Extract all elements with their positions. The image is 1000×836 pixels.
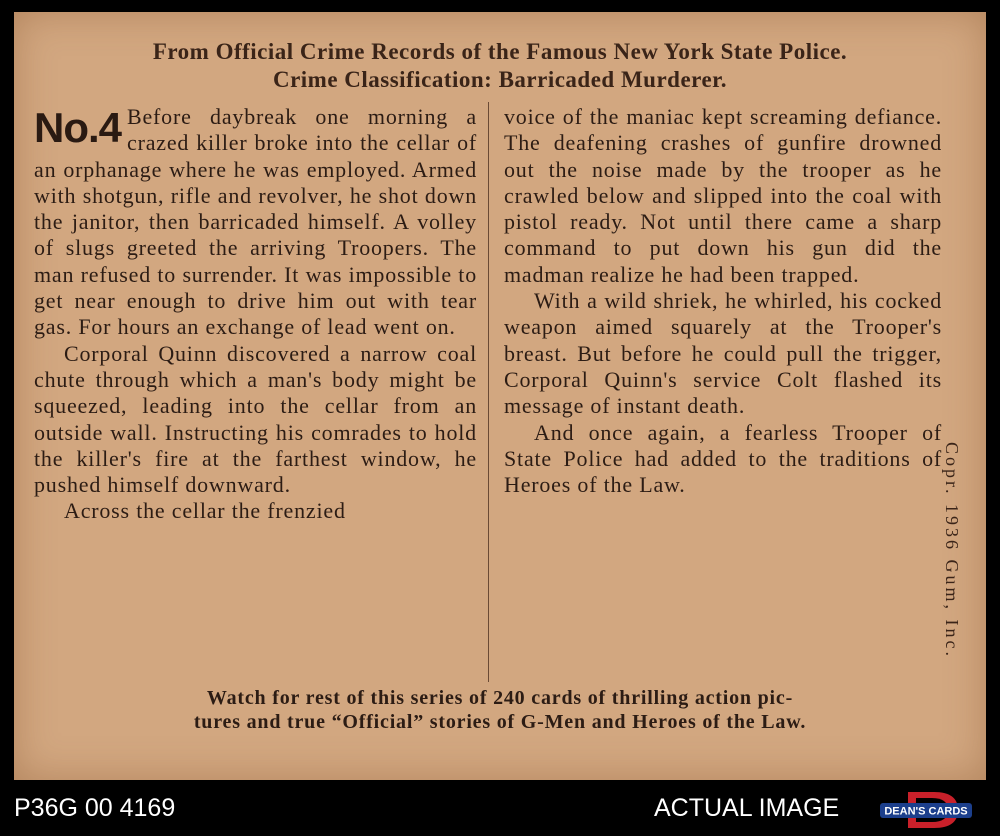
story-paragraph: voice of the maniac kept screaming defiance. The deafening crashes of gunfire drowned out the noise made by the trooper as he crawled below and slipped into the coal with pistol ready. Not until there came a sharp command to put down his gun did the madman realize he had been trapped.: [504, 104, 942, 287]
svg-text:DEAN'S CARDS: DEAN'S CARDS: [884, 805, 968, 818]
left-column: [34, 104, 477, 525]
footer-line-1: Watch for rest of this series of 240 cards of thrilling action pic-: [206, 687, 794, 709]
story-paragraph: Corporal Quinn discovered a narrow coal chute through which a man's body might be squeezed, leading into the cellar from an outside wall. Instructing his comrades to hold the killer's fire at the farthest window, he pushed himself downward.: [34, 340, 477, 498]
story-paragraph: And once again, a fearless Trooper of State Police had added to the traditions of Heroes of the Law.: [504, 419, 942, 498]
footer-line-2: tures and true “Official” stories of G-Men and Heroes of the Law.: [193, 711, 807, 733]
story-paragraph: No.4 Before daybreak one morning a crazed killer broke into the cellar of an orphanage where he was employed. Armed with shotgun, rifle and revolver, he shot down the janitor, then barricaded himself. A volley of slugs greeted the arriving Troopers. The man refused to surrender. It was impossible to get near enough to drive him out with tear gas. For hours an exchange of lead went on.: [34, 104, 477, 340]
header-line-1: From Official Crime Records of the Famous New York State Police.: [152, 39, 848, 64]
copyright-notice: Copr. 1936 Gum, Inc.: [942, 442, 962, 659]
card-number: No.4: [34, 104, 122, 151]
column-divider: [488, 102, 489, 682]
actual-image-label: ACTUAL IMAGE: [654, 794, 840, 822]
header-line-2: Crime Classification: Barricaded Murderer.: [272, 67, 728, 92]
card-back: [14, 12, 986, 780]
sku-label: P36G 00 4169: [14, 794, 176, 822]
story-paragraph: Across the cellar the frenzied: [64, 498, 346, 524]
card-footer: [14, 686, 986, 734]
card-header: [14, 38, 986, 94]
right-column: [504, 104, 942, 498]
deans-cards-logo: [878, 790, 974, 830]
story-paragraph: With a wild shriek, he whirled, his cocked weapon aimed squarely at the Trooper's breast. But before he could pull the trigger, Corporal Quinn's service Colt flashed its message of instant death.: [504, 288, 942, 419]
